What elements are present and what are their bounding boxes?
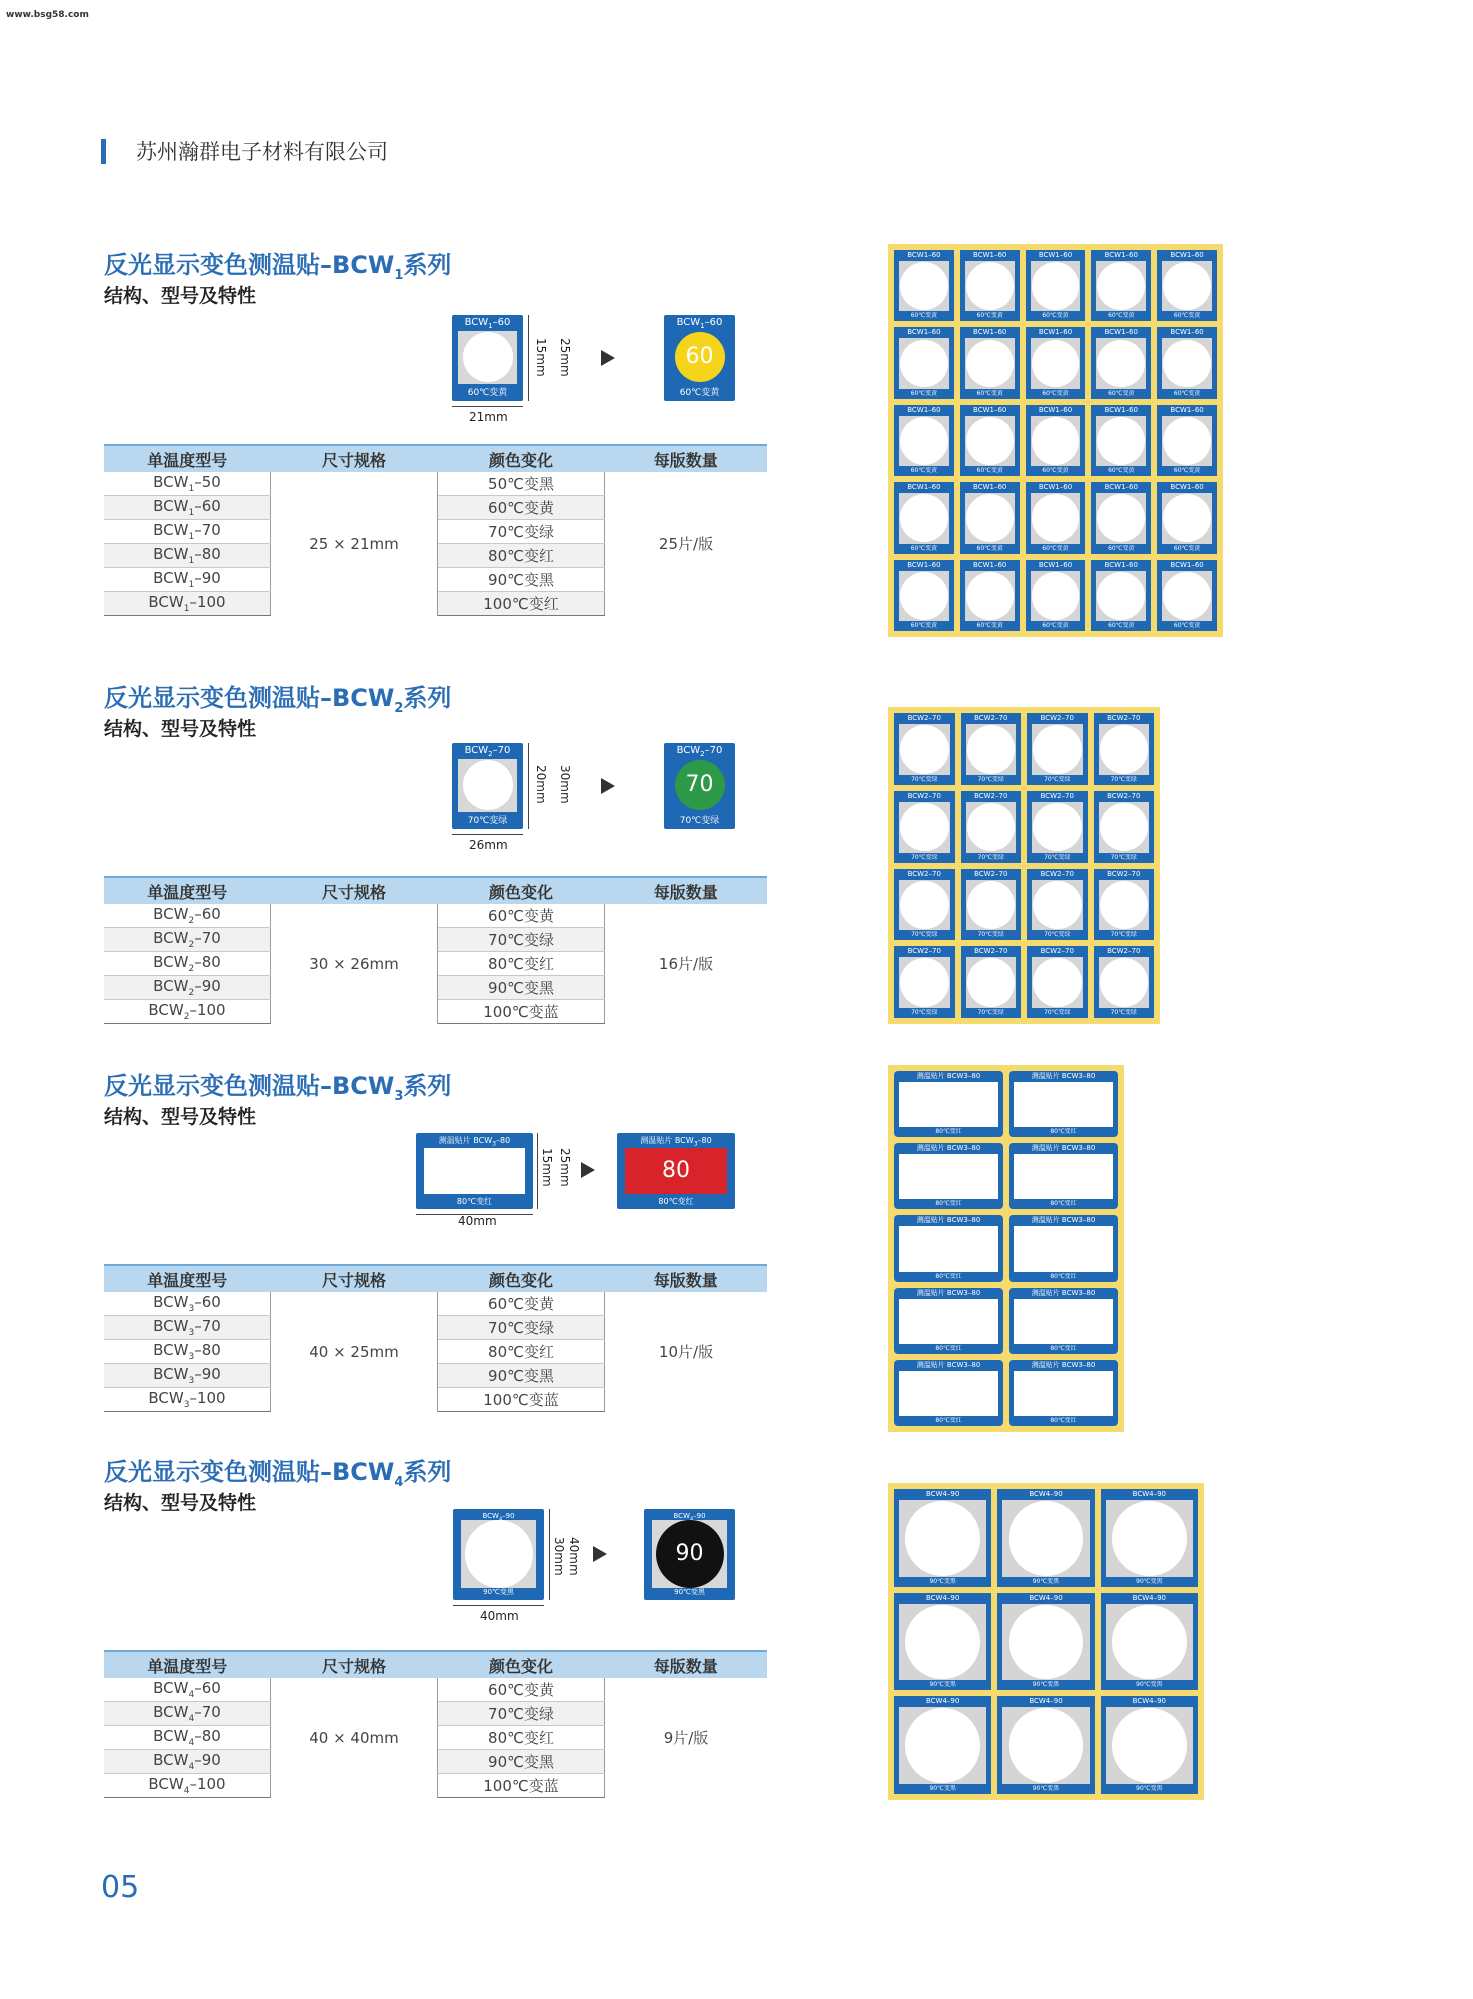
sheet-label-model: BCW1–60: [1170, 405, 1204, 414]
label-number: 60: [685, 344, 714, 369]
sheet-label: [894, 327, 954, 398]
dim-outer: 25mm: [558, 1148, 572, 1187]
sheet-label-change: 70℃变绿: [1110, 775, 1137, 783]
sheet-label-model: BCW1–60: [907, 483, 941, 492]
sheet-label-change: 60℃变黄: [1042, 621, 1069, 629]
sheet-label-model: BCW2–70: [907, 791, 941, 800]
label-number: 70: [685, 772, 714, 797]
sheet-label: [960, 405, 1020, 476]
sheet-label-change: 70℃变绿: [977, 853, 1004, 861]
label-diagram-after: 测温贴片 $BCW_3-80$ 80 80℃变红: [617, 1133, 735, 1209]
sheet-label-change: 80℃变红: [935, 1272, 962, 1280]
section-subtitle: 结构、型号及特性: [104, 718, 257, 740]
sheet-label-model: 测温贴片 BCW3–80: [916, 1216, 981, 1225]
sheet-label-change: 70℃变绿: [911, 853, 938, 861]
sheet-label: [1009, 1071, 1118, 1137]
sheet-label: [961, 713, 1022, 785]
sheet-label-change: 60℃变黄: [976, 389, 1003, 397]
sheet-label-model: BCW1–60: [1038, 328, 1073, 337]
sheet-label-change: 60℃变黄: [1108, 389, 1135, 397]
sheet-label-change: 60℃变黄: [1173, 467, 1201, 475]
sheet-label: [894, 1288, 1003, 1354]
sheet-label-model: BCW1–60: [973, 560, 1007, 569]
sheet-label-model: BCW1–60: [973, 483, 1007, 492]
company-name: 苏州瀚群电子材料有限公司: [136, 140, 388, 164]
sheet-label-model: BCW1–60: [1038, 405, 1073, 414]
header-url: www.bsg58.com: [6, 10, 89, 20]
sheet-label-change: 70℃变绿: [1044, 1009, 1071, 1016]
sheet-label: [894, 713, 955, 785]
sheet-label-change: 70℃变绿: [977, 775, 1004, 783]
sheet-label-model: BCW2–70: [1107, 947, 1141, 956]
page-number: 05: [101, 1870, 140, 1905]
sheet-label: [1101, 1489, 1198, 1587]
sheet-label: [1157, 560, 1217, 631]
sheet-label-model: BCW1–60: [1104, 483, 1138, 492]
sheet-label: [894, 250, 954, 321]
sheet-label-change: 90℃变黑: [1032, 1577, 1060, 1585]
sheet-label-model: BCW2–70: [1040, 714, 1074, 722]
sheet-label-change: 60℃变黄: [910, 621, 938, 629]
sheet-label-change: 90℃变黑: [1136, 1681, 1163, 1689]
sheet-label-model: BCW2–70: [1040, 947, 1074, 956]
sheet-label-change: 70℃变绿: [1110, 853, 1137, 861]
sheet-label: [894, 560, 954, 631]
sheet-label-model: 测温贴片 BCW3–80: [1031, 1288, 1096, 1297]
dim-outer: 40mm: [567, 1537, 581, 1576]
sheet-label: [961, 791, 1022, 863]
section-subtitle: 结构、型号及特性: [104, 285, 257, 307]
sheet-label: [997, 1696, 1094, 1794]
sheet-label-change: 70℃变绿: [911, 1009, 938, 1016]
sheet-label-model: BCW4–90: [925, 1593, 960, 1602]
sheet-label: [894, 1071, 1003, 1137]
sheet-label-model: BCW1–60: [1104, 560, 1138, 569]
sheet-label-model: BCW1–60: [907, 405, 941, 414]
sheet-label: [1091, 482, 1151, 553]
sheet-label: [894, 1696, 991, 1794]
sheet-label-model: BCW1–60: [907, 328, 941, 337]
sheet-label-model: 测温贴片 BCW3–80: [916, 1072, 981, 1080]
sheet-bcw3: [888, 1065, 1124, 1432]
sheet-label-model: BCW1–60: [1170, 483, 1204, 492]
sheet-label: [894, 405, 954, 476]
sheet-label-model: BCW1–60: [973, 251, 1007, 259]
sheet-label: [1157, 327, 1217, 398]
arrow-icon: [593, 1546, 607, 1562]
sheet-label-model: BCW2–70: [974, 947, 1008, 956]
sheet-label: [960, 327, 1020, 398]
sheet-label-model: BCW1–60: [973, 405, 1007, 414]
sheet-label: [1026, 250, 1086, 321]
label-diagram-after: BCW –90 90 90℃变黑: [644, 1509, 735, 1600]
sheet-label-model: 测温贴片 BCW3–80: [916, 1144, 981, 1153]
sheet-label: [894, 482, 954, 553]
sheet-label-change: 80℃变红: [935, 1200, 962, 1208]
sheet-label-model: BCW2–70: [907, 869, 941, 878]
spec-table: 单温度型号 尺寸规格 颜色变化 每版数量 $BCW_3-60$ 40 × 25mm 60℃变黄 10片/版 $BCW_3-70$ 70℃变绿 $BCW_3-80$ 80℃变红 $BCW_3-90$ 90℃变黑 $BCW_3-100$ 100℃变蓝: [104, 1264, 767, 1412]
dim-inner: 15mm: [540, 1148, 554, 1187]
sheet-label: [1157, 405, 1217, 476]
sheet-label-model: BCW1–60: [1104, 405, 1138, 414]
sheet-label-model: 测温贴片 BCW3–80: [1031, 1216, 1096, 1225]
sheet-label-change: 60℃变黄: [910, 389, 938, 397]
section-subtitle: 结构、型号及特性: [104, 1106, 257, 1128]
arrow-icon: [601, 350, 615, 366]
sheet-label-model: BCW1–60: [1038, 251, 1073, 259]
sheet-label: [1009, 1215, 1118, 1281]
sheet-label-model: BCW1–60: [973, 328, 1007, 337]
sheet-bcw4: [888, 1483, 1204, 1800]
label-number: 90: [675, 1541, 704, 1566]
sheet-label-change: 90℃变黑: [1032, 1784, 1060, 1792]
sheet-bcw1: [888, 244, 1223, 637]
sheet-label-model: BCW2–70: [907, 947, 941, 956]
section-title: 反光显示变色测温贴$-BCW_1$系列: [104, 251, 452, 283]
sheet-label-model: BCW2–70: [974, 869, 1008, 878]
sheet-label: [960, 250, 1020, 321]
sheet-label-model: 测温贴片 BCW3–80: [1031, 1144, 1096, 1153]
arrow-icon: [581, 1162, 595, 1178]
sheet-label-model: BCW2–70: [1107, 869, 1141, 878]
sheet-label-change: 60℃变黄: [910, 467, 938, 475]
sheet-label-model: BCW1–60: [907, 251, 941, 259]
sheet-label-model: BCW2–70: [1107, 714, 1141, 722]
sheet-label-change: 90℃变黑: [1136, 1784, 1163, 1792]
sheet-label-model: BCW1–60: [1038, 560, 1073, 569]
sheet-label-change: 90℃变黑: [929, 1681, 956, 1689]
sheet-label: [1027, 869, 1088, 941]
dim-outer: 30mm: [558, 765, 572, 804]
sheet-label: [1101, 1593, 1198, 1691]
sheet-label-change: 80℃变红: [1050, 1416, 1077, 1424]
sheet-label: [894, 1360, 1003, 1426]
sheet-label-model: BCW1–60: [1104, 251, 1138, 259]
label-diagram-after: $BCW_2-70$ 70 70℃变绿: [664, 743, 735, 829]
section-subtitle: 结构、型号及特性: [104, 1492, 257, 1514]
sheet-label-change: 70℃变绿: [1044, 853, 1071, 861]
sheet-label-change: 60℃变黄: [976, 312, 1003, 320]
sheet-label: [1009, 1288, 1118, 1354]
sheet-label-change: 60℃变黄: [1042, 312, 1069, 320]
sheet-label: [1094, 791, 1155, 863]
sheet-label: [1091, 560, 1151, 631]
sheet-label-model: BCW2–70: [974, 714, 1008, 722]
spec-table: 单温度型号 尺寸规格 颜色变化 每版数量 $BCW_4-60$ 40 × 40mm 60℃变黄 9片/版 $BCW_4-70$ 70℃变绿 $BCW_4-80$ 80℃变红 $BCW_4-90$ 90℃变黑 $BCW_4-100$ 100℃变蓝: [104, 1650, 767, 1798]
sheet-label: [894, 1143, 1003, 1209]
sheet-label: [1091, 405, 1151, 476]
label-diagram-before: 测温贴片 $BCW_3-80$ 80℃变红: [416, 1133, 533, 1209]
sheet-label: [997, 1593, 1094, 1691]
sheet-label: [1094, 713, 1155, 785]
sheet-label-model: BCW4–90: [1029, 1593, 1063, 1602]
sheet-label-change: 70℃变绿: [1110, 1009, 1137, 1016]
sheet-label-change: 60℃变黄: [910, 544, 938, 552]
sheet-label-model: BCW4–90: [925, 1490, 960, 1498]
sheet-label-change: 60℃变黄: [1173, 312, 1201, 320]
sheet-label-change: 70℃变绿: [977, 1009, 1004, 1016]
sheet-label: [1026, 560, 1086, 631]
sheet-label-change: 60℃变黄: [1173, 544, 1201, 552]
sheet-label-model: BCW1–60: [1170, 251, 1204, 259]
label-model: $BCW_1-60$: [464, 317, 511, 330]
sheet-label-model: BCW4–90: [1132, 1697, 1166, 1706]
sheet-label: [1091, 327, 1151, 398]
label-diagram-before: BCW –90 90℃变黑: [453, 1509, 544, 1600]
label-diagram-after: $BCW_1-60$ 60 60℃变黄: [664, 315, 735, 401]
sheet-label-change: 80℃变红: [935, 1416, 962, 1424]
sheet-label-change: 60℃变黄: [1042, 544, 1069, 552]
sheet-label: [1091, 250, 1151, 321]
sheet-label-model: BCW1–60: [1170, 328, 1204, 337]
spec-table: 单温度型号 尺寸规格 颜色变化 每版数量 $BCW_2-60$ 30 × 26mm 60℃变黄 16片/版 $BCW_2-70$ 70℃变绿 $BCW_2-80$ 80℃变红 $BCW_2-90$ 90℃变黑 $BCW_2-100$ 100℃变蓝: [104, 876, 767, 1024]
sheet-label-change: 60℃变黄: [976, 544, 1003, 552]
sheet-label-model: BCW1–60: [907, 560, 941, 569]
sheet-label: [1026, 482, 1086, 553]
arrow-icon: [601, 778, 615, 794]
sheet-label: [960, 560, 1020, 631]
sheet-label-change: 60℃变黄: [1042, 389, 1069, 397]
sheet-label-model: BCW2–70: [1107, 791, 1141, 800]
sheet-label: [1157, 250, 1217, 321]
dim-inner: 20mm: [534, 765, 548, 804]
sheet-label-change: 60℃变黄: [976, 621, 1003, 629]
sheet-label: [894, 1489, 991, 1587]
sheet-label-change: 90℃变黑: [1136, 1577, 1163, 1585]
sheet-label-change: 60℃变黄: [1108, 312, 1135, 320]
sheet-label: [1094, 869, 1155, 941]
sheet-label: [1026, 327, 1086, 398]
dim-width: 26mm: [469, 838, 508, 852]
sheet-label-model: BCW2–70: [1040, 869, 1074, 878]
sheet-label-model: BCW4–90: [1132, 1490, 1166, 1498]
sheet-label-change: 60℃变黄: [1173, 389, 1201, 397]
sheet-label-model: 测温贴片 BCW3–80: [1031, 1072, 1096, 1080]
sheet-label: [894, 1593, 991, 1691]
sheet-label: [894, 1215, 1003, 1281]
sheet-bcw2: [888, 707, 1160, 1024]
sheet-label: [1026, 405, 1086, 476]
sheet-label-model: BCW4–90: [1132, 1593, 1166, 1602]
sheet-label-model: BCW4–90: [1029, 1490, 1063, 1498]
sheet-label-change: 60℃变黄: [1108, 467, 1135, 475]
sheet-label-change: 60℃变黄: [1173, 621, 1201, 629]
sheet-label: [960, 482, 1020, 553]
sheet-label-change: 80℃变红: [935, 1344, 962, 1352]
sheet-label-change: 60℃变黄: [1042, 467, 1069, 475]
sheet-label: [1027, 946, 1088, 1018]
sheet-label-model: BCW1–60: [1170, 560, 1204, 569]
sheet-label-change: 80℃变红: [1050, 1272, 1077, 1280]
spec-table: 单温度型号 尺寸规格 颜色变化 每版数量 $BCW_1-50$ 25 × 21mm 50℃变黑 25片/版 $BCW_1-60$ 60℃变黄 $BCW_1-70$ 70℃变绿 $BCW_1-80$ 80℃变红 $BCW_1-90$ 90℃变黑 $BCW_1-100$ 100℃变红: [104, 444, 767, 616]
sheet-label-change: 80℃变红: [1050, 1200, 1077, 1208]
section-title: 反光显示变色测温贴$-BCW_2$系列: [104, 684, 452, 716]
sheet-label: [961, 869, 1022, 941]
sheet-label-change: 60℃变黄: [1108, 621, 1135, 629]
sheet-label: [961, 946, 1022, 1018]
sheet-label-change: 90℃变黑: [929, 1577, 956, 1585]
label-diagram-before: [452, 315, 523, 401]
sheet-label: [894, 791, 955, 863]
dim-outer: 25mm: [558, 338, 572, 377]
sheet-label-change: 60℃变黄: [910, 312, 938, 320]
label-number: 80: [662, 1158, 690, 1183]
dim-width: 40mm: [458, 1214, 497, 1228]
dim-width: 21mm: [469, 410, 508, 424]
sheet-label: [1027, 791, 1088, 863]
sheet-label-change: 60℃变黄: [976, 467, 1003, 475]
dim-inner: 30mm: [552, 1537, 566, 1576]
sheet-label-change: 90℃变黑: [929, 1784, 956, 1792]
sheet-label-change: 80℃变红: [935, 1128, 962, 1136]
sheet-label-model: 测温贴片 BCW3–80: [916, 1288, 981, 1297]
sheet-label-model: BCW1–60: [1038, 483, 1073, 492]
sheet-label-change: 60℃变黄: [1108, 544, 1135, 552]
sheet-label-change: 70℃变绿: [1044, 775, 1071, 783]
sheet-label: [1094, 946, 1155, 1018]
sheet-label-change: 80℃变红: [1050, 1344, 1077, 1352]
sheet-label-change: 70℃变绿: [911, 775, 938, 783]
label-diagram-before: $BCW_2-70$ 70℃变绿: [452, 743, 523, 829]
sheet-label-change: 70℃变绿: [1110, 931, 1137, 939]
sheet-label: [894, 869, 955, 941]
sheet-label-change: 90℃变黑: [1032, 1681, 1060, 1689]
sheet-label: [894, 946, 955, 1018]
section-title: 反光显示变色测温贴$-BCW_3$系列: [104, 1072, 452, 1104]
sheet-label-model: BCW1–60: [1104, 328, 1138, 337]
sheet-label: [997, 1489, 1094, 1587]
label-bottom-text: 60℃变黄: [467, 388, 508, 398]
sheet-label-model: BCW4–90: [925, 1697, 960, 1706]
company-accent-bar: [101, 139, 106, 164]
sheet-label: [1157, 482, 1217, 553]
sheet-label-model: 测温贴片 BCW3–80: [1031, 1360, 1096, 1369]
sheet-label-change: 80℃变红: [1050, 1128, 1077, 1136]
sheet-label: [1009, 1360, 1118, 1426]
sheet-label: [1009, 1143, 1118, 1209]
sheet-label: [1101, 1696, 1198, 1794]
dim-inner: 15mm: [534, 338, 548, 377]
sheet-label-model: BCW2–70: [974, 791, 1008, 800]
dim-width: 40mm: [480, 1609, 519, 1623]
sheet-label-change: 70℃变绿: [1044, 931, 1071, 939]
sheet-label-model: BCW2–70: [907, 714, 941, 722]
section-title: 反光显示变色测温贴$-BCW_4$系列: [104, 1458, 452, 1490]
sheet-label-model: 测温贴片 BCW3–80: [916, 1360, 981, 1369]
sheet-label-change: 70℃变绿: [977, 931, 1004, 939]
sheet-label-model: BCW2–70: [1040, 791, 1074, 800]
sheet-label-model: BCW4–90: [1029, 1697, 1063, 1706]
sheet-label: [1027, 713, 1088, 785]
sheet-label-change: 70℃变绿: [911, 931, 938, 939]
